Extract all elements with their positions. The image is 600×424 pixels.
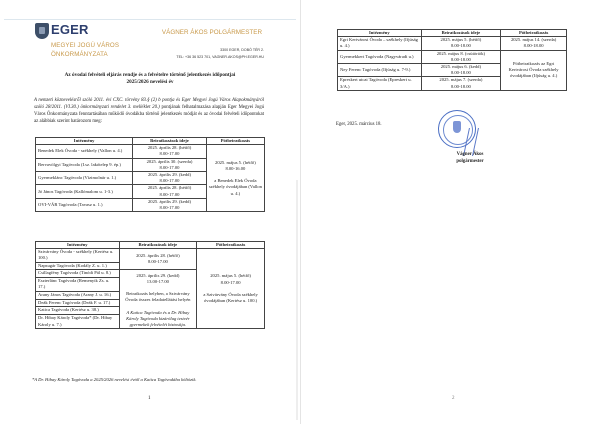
office-address: 3300 EGER, DOBÓ TÉR 2. xyxy=(220,48,264,52)
table-row xyxy=(338,50,567,63)
enrollment-time: 8.00-17.00 xyxy=(159,178,180,184)
col-header-supplementary: Pótbeiratkozás xyxy=(206,138,264,145)
col-header-institution: Intézmény xyxy=(36,242,120,249)
institution-cell: Gyermekkert Tagóvoda (Nagyváradi u.) xyxy=(338,50,422,63)
city-logo xyxy=(34,20,144,62)
coat-of-arms-icon xyxy=(35,23,49,39)
enrollment-cell xyxy=(119,249,197,270)
supp-place: a Benedek Elek Óvoda székhely óvodájában (Vallon u. 4.) xyxy=(208,178,262,196)
col-header-enrollment: Beiratkozások ideje xyxy=(421,30,501,37)
footnote: *A Dr. Hibay Károly Tagóvoda a 2025/2026 nevelési évtől a Katica Tagóvodába költözik. xyxy=(32,377,197,382)
institution-cell: Jó János Tagóvoda (Kallómalom u. 1-3.) xyxy=(36,185,133,198)
office-contact: TEL: +36 36 523 701, VAGNER.AKOS@PH.EGER.HU xyxy=(176,55,264,59)
institution-cell: Benedek Elek Óvoda - székhely (Vallon u. 4.) xyxy=(36,145,133,158)
institution-cell: Csillagfény Tagóvoda (Tinódi Pál u. 8.) xyxy=(36,269,120,277)
supp-date: 2025. május 5. (hétfő) xyxy=(215,159,256,165)
enrollment-time: 8.00-17.00 xyxy=(159,164,180,170)
enrollment-time: 8.00-18.00 xyxy=(450,56,471,62)
logo-subtitle-2: ÖNKORMÁNYZATA xyxy=(51,51,108,58)
enrollment-time: 8.00-18.00 xyxy=(450,83,471,89)
col-header-enrollment: Beiratkozások ideje xyxy=(119,242,197,249)
enrollment-note: Beiratkozás helyben, a Szivárvány Óvoda összes feladatellátási helyén xyxy=(125,291,191,303)
enrollment-date: 2025. április 28. (hétfő) xyxy=(147,185,192,191)
page-number: 1 xyxy=(148,396,151,401)
enrollment-date: 2025. április 28. (hétfő) xyxy=(147,145,192,151)
institution-cell: Gyermeklánc Tagóvoda (Vízimolnár u. 1.) xyxy=(36,172,133,185)
institution-cell: OVI-VÁR Tagóvoda (Tavasz u. 1.) xyxy=(36,198,133,211)
supplementary-cell xyxy=(197,249,265,329)
col-header-institution: Intézmény xyxy=(338,30,422,37)
page-edge xyxy=(296,180,298,420)
institution-cell: Eszterlánc Tagóvoda (Remenyik Zs. u. 17.) xyxy=(36,277,120,291)
enrollment-cell xyxy=(119,269,197,328)
logo-subtitle-1: MEGYEI JOGÚ VÁROS xyxy=(51,42,120,49)
enrollment-date: 2025. május 6. (kedd) xyxy=(440,64,481,70)
logo-title: EGER xyxy=(51,22,89,37)
table-row xyxy=(36,145,265,158)
enrollment-cell xyxy=(133,145,207,158)
institution-cell: Katica Tagóvoda (Kertész u. 38.) xyxy=(36,307,120,315)
supp-date: 2025. május 5. (hétfő) xyxy=(210,273,251,279)
supp-place: a Szivárvány Óvoda székhely óvodájában (Kertész u. 100.) xyxy=(203,291,258,303)
enrollment-table-kertvarosi xyxy=(337,29,567,91)
enrollment-cell xyxy=(133,198,207,211)
table-row xyxy=(338,37,567,50)
col-header-institution: Intézmény xyxy=(36,138,133,145)
enrollment-table-szivarvany xyxy=(35,241,265,329)
institution-cell: Arany János Tagóvoda (Arany J. u. 16.) xyxy=(36,291,120,299)
enrollment-time: 8.00-17.00 xyxy=(159,191,180,197)
supp-time: 8.00-17.00 xyxy=(220,279,241,285)
signer-name: Vágner Ákos xyxy=(456,152,484,157)
document-title xyxy=(30,72,270,86)
title-line-2: 2025/2026 nevelési év xyxy=(126,79,174,85)
page-number: 2 xyxy=(452,396,455,401)
enrollment-cell xyxy=(133,185,207,198)
enrollment-time: 8.00-17.00 xyxy=(147,259,168,264)
col-header-enrollment: Beiratkozások ideje xyxy=(133,138,207,145)
enrollment-date: 2025. április 29. (kedd) xyxy=(148,198,191,204)
enrollment-cell xyxy=(421,50,501,63)
title-line-1: Az óvodai felvételi eljárás rendje és a felvételre történő jelentkezés időpontjai xyxy=(64,72,236,78)
enrollment-cell xyxy=(421,64,501,77)
enrollment-time: 8.00-17.00 xyxy=(159,151,180,157)
supp-time: 8.00-18.00 xyxy=(523,43,544,49)
supplementary-cell xyxy=(206,145,264,212)
table-header-row xyxy=(36,242,265,249)
supp-time: 8.00-16.00 xyxy=(225,165,246,171)
intro-paragraph xyxy=(34,97,264,125)
table-row xyxy=(36,249,265,262)
enrollment-cell xyxy=(133,158,207,171)
institution-cell: Epreskert utcai Tagóvoda (Epreskert u. 3/A.) xyxy=(338,77,422,90)
enrollment-time: 8.00-17.00 xyxy=(159,205,180,211)
enrollment-time: 13.00-17.00 xyxy=(146,279,169,285)
enrollment-time: 8.00-18.00 xyxy=(450,43,471,49)
enrollment-date: 2025. május 5. (hétfő) xyxy=(440,37,482,43)
intro-normal: pontjának felhatalmazása alapján Eger Megyei Jogú Város Önkormányzata fenntartásában működő óvodákba történő jelentkezés módját és az óvodai felvételi időpontokat az alábbiak szerint határozom meg: xyxy=(34,105,264,125)
enrollment-date: 2025. április 29. (kedd) xyxy=(148,172,191,178)
col-header-supplementary: Pótbeiratkozás xyxy=(197,242,265,249)
enrollment-cell xyxy=(421,77,501,90)
institution-cell: Egri Kertvárosi Óvoda – székhely (Ifjúság u. 4.) xyxy=(338,37,422,50)
enrollment-date: 2025. május 7. (szerda) xyxy=(439,77,483,83)
enrollment-date: 2025. április 29. (kedd) xyxy=(136,272,180,278)
supp-date: 2025. május 14. (szerda) xyxy=(510,37,557,43)
enrollment-cell xyxy=(133,172,207,185)
enrollment-table-benedek-elek xyxy=(35,137,265,212)
stamp-crest-icon xyxy=(453,121,461,133)
institution-cell: Szivárvány Óvoda - székhely (Kertész u. 100.) xyxy=(36,249,120,262)
enrollment-date: 2025. április 28. (hétfő) xyxy=(136,252,180,258)
office-heading: VÁGNER ÁKOS POLGÁRMESTER xyxy=(161,29,262,36)
signing-date: Eger, 2025. március 18. xyxy=(336,122,382,127)
signer-title: polgármester xyxy=(456,159,484,164)
enrollment-cell xyxy=(421,37,501,50)
table-header-row xyxy=(338,30,567,37)
enrollment-date: 2025. április 30. (szerda) xyxy=(146,158,193,164)
enrollment-time: 8.00-18.00 xyxy=(450,70,471,76)
enrollment-sibling-note: A Katica Tagóvoda és a Dr. Hibay Károly Tagóvoda kizárólag testvér gyermekek felvételét biztosítja. xyxy=(126,309,190,328)
enrollment-date: 2025. május 8. (csütörtök) xyxy=(436,50,486,56)
institution-cell: Napsugár Tagóvoda (Kodály Z. u. 1.) xyxy=(36,262,120,269)
institution-cell: Deák Ferenc Tagóvoda (Deák F. u. 17.) xyxy=(36,299,120,307)
institution-cell: Dr. Hibay Károly Tagóvoda* (Dr. Hibay Károly u. 7.) xyxy=(36,314,120,328)
institution-cell: Bervavölgyi Tagóvoda (I.sz. lakótelep 9. ép.) xyxy=(36,158,133,171)
intro-italic: A nemzeti köznevelésről szóló 2011. évi CXC. törvény 83.§ (2) b pontja és Eger Megyei Jogú Város Alapokmányáról szóló 28/2011. (VI.30.) önkormányzati rendelet 3. melléklet 20.) xyxy=(34,98,264,111)
col-header-supplementary: Pótbeiratkozás xyxy=(501,30,567,37)
institution-cell: Ney Ferenc Tagóvoda (Ifjúság u. 7-9.) xyxy=(338,64,422,77)
supplementary-place-cell: Pótbeiratkozás az Egri Kertvárosi Óvoda székhely óvodájában (Ifjúság u. 4.) xyxy=(501,50,567,90)
supplementary-cell xyxy=(501,37,567,50)
table-header-row xyxy=(36,138,265,145)
signer-block xyxy=(440,151,500,165)
